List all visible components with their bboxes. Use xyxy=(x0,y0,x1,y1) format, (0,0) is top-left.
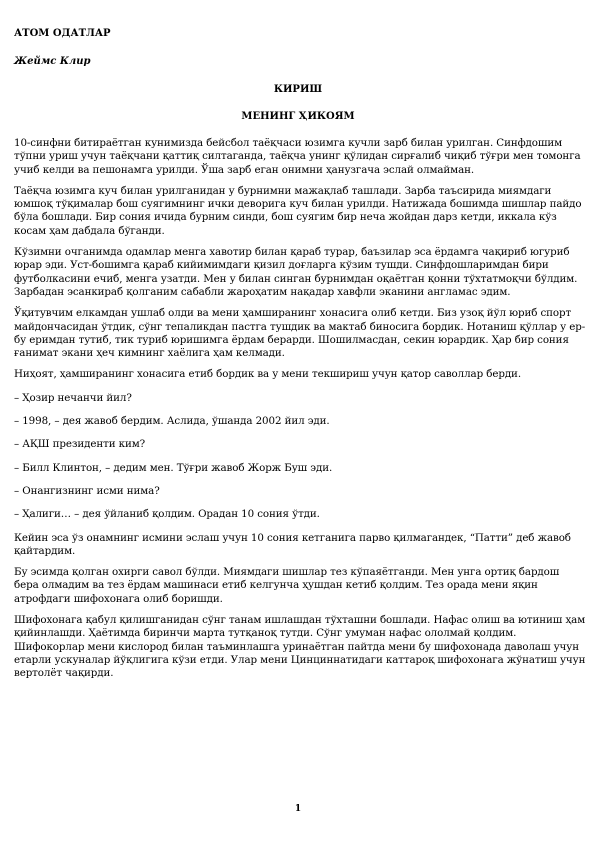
paragraph: Кейин эса ўз онамнинг исмини эслаш учун 10 сония кетганига парво қилмагандек, “Патти” деб жавоб қайтардим. xyxy=(14,531,571,557)
chapter-title-heading: МЕНИНГ ҲИКОЯМ xyxy=(241,111,355,122)
dialogue-line: – Ҳалиги… – дея ўйланиб қолдим. Орадан 10 сония ўтди. xyxy=(14,508,320,521)
body-text xyxy=(14,137,586,689)
paragraph: Бу эсимда қолган охирги савол бўлди. Миямдаги шишлар тез кўпаяётганди. Мен унга ортиқ бардош бера олмадим ва тез ёрдам машинаси етиб келгунча ҳушдан кетиб қолдим. Тез орада мени яқин атрофдаги шифохонага олиб боришди. xyxy=(14,566,560,605)
book-title: АТОМ ОДАТЛАР xyxy=(14,28,111,39)
paragraph: Ниҳоят, ҳамширанинг хонасига етиб бордик ва у мени текшириш учун қатор саволлар берди. xyxy=(14,368,521,381)
paragraph: Ўқитувчим елкамдан ушлаб олди ва мени ҳамширанинг хонасига олиб кетди. Биз узоқ йўл юриб спорт майдончасидан ўтдик, сўнг тепаликдан пастга тушдик ва мактаб биносига бордик. Нотаниш қўллар у ер-бу еримдан тутиб, тик туриб юришимга ёрдам берарди. Шошилмасдан, секин юрардик. Ҳар бир сония ғанимат экани ҳеч кимнинг хаёлига ҳам келмади. xyxy=(14,307,586,360)
paragraph: Шифохонага қабул қилишганидан сўнг танам ишлашдан тўхташни бошлади. Нафас олиш ва ютиниш ҳам қийинлашди. Ҳаётимда биринчи марта тутқаноқ тутди. Сўнг умуман нафас ололмай қолдим. Шифокорлар мени кислород билан таъминлашга уринаётган пайтда мени бу шифохонада даволаш учун етарли ускуналар йўқлигига кўзи етди. Улар мени Цинциннатидаги каттароқ шифохонага жўнатиш учун вертолёт чақирди. xyxy=(14,614,586,680)
paragraph: Кўзимни очганимда одамлар менга хавотир билан қараб турар, баъзилар эса ёрдамга чақириб югуриб юрар эди. Уст-бошимга қараб кийимимдаги қизил доғларга кўзим тушди. Синфдошларимдан бири футболкасини ечиб, менга узатди. Мен у билан синган бурнимдан оқаётган қонни тўхтатмоқчи бўлдим. Зарбадан эсанкираб қолганим сабабли жароҳатим нақадар хавфли эканини англамас эдим. xyxy=(14,246,578,298)
dialogue-line: – Ҳозир нечанчи йил? xyxy=(14,391,132,404)
paragraph: 10-синфни битираётган кунимизда бейсбол таёқчаси юзимга кучли зарб билан урилган. Синфдошим тўпни уриш учун таёқчани қаттиқ силтаганда, таёқча унинг қўлидан сирғалиб чиқиб тўғри мен томонга учиб келди ва пешонамга урилди. Ўша зарб еган онимни ҳанузгача эслай олмайман. xyxy=(14,137,581,176)
page-number: 1 xyxy=(294,804,302,814)
paragraph: Таёқча юзимга куч билан урилганидан у бурнимни мажақлаб ташлади. Зарба таъсирида миямдаги юмшоқ тўқималар бош суягимнинг ички деворига куч билан урилди. Натижада бошимда шишлар пайдо бўла бошлади. Бир сония ичида бурним синди, бош суягим бир неча жойдан дарз кетди, иккала кўз косам ҳам дабдала бўганди. xyxy=(14,184,582,237)
dialogue-line: – Онангизнинг исми нима? xyxy=(14,484,160,497)
dialogue-line: – 1998, – дея жавоб бердим. Аслида, ўшанда 2002 йил эди. xyxy=(14,415,330,428)
dialogue-line: – Билл Клинтон, – дедим мен. Тўғри жавоб Жорж Буш эди. xyxy=(14,461,333,474)
dialogue-line: – АҚШ президенти ким? xyxy=(14,438,146,451)
book-author: Жеймс Клир xyxy=(14,56,91,67)
chapter-section-heading: КИРИШ xyxy=(273,84,323,95)
